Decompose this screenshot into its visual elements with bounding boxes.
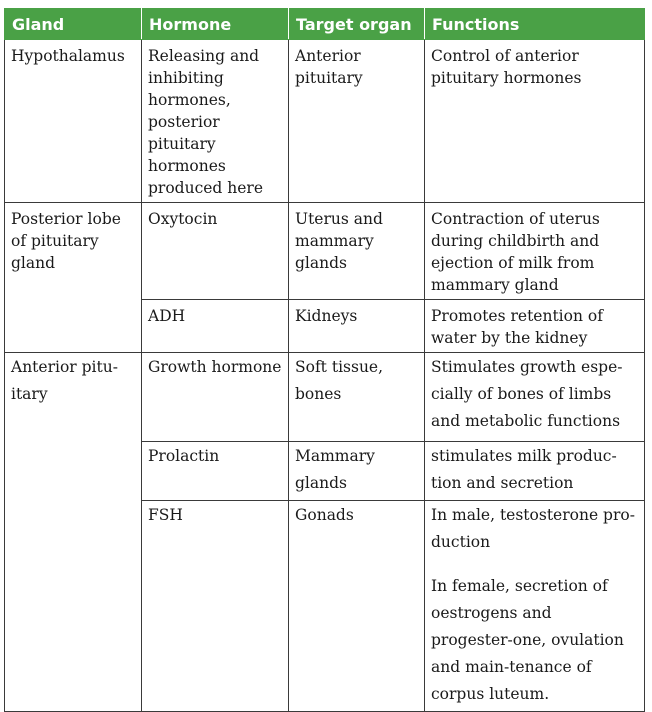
function-cell: Control of anterior pituitary hormones (425, 40, 645, 203)
hormone-table (4, 8, 645, 712)
header-target-organ: Target organ (289, 9, 425, 40)
hormone-cell: FSH (142, 501, 289, 712)
target-cell: Mammary glands (289, 442, 425, 501)
gland-cell: Hypothalamus (5, 40, 142, 203)
table-row (5, 203, 645, 300)
function-cell: Contraction of uterus during childbirth and ejection of milk from mammary gland (425, 203, 645, 300)
hormone-cell: ADH (142, 300, 289, 353)
target-cell: Soft tissue, bones (289, 353, 425, 442)
target-cell: Uterus and mammary glands (289, 203, 425, 300)
target-cell: Anterior pituitary (289, 40, 425, 203)
header-functions: Functions (425, 9, 645, 40)
target-cell: Gonads (289, 501, 425, 712)
function-female-text: In female, secretion of oestrogens and progester-one, ovulation and main-tenance of corpus luteum. (431, 577, 624, 703)
function-cell: Promotes retention of water by the kidney (425, 300, 645, 353)
function-male-text: In male, testosterone pro-duction (431, 506, 635, 551)
header-gland: Gland (5, 9, 142, 40)
hormone-cell: Growth hormone (142, 353, 289, 442)
header-row (5, 9, 645, 40)
function-cell (425, 501, 645, 712)
target-cell: Kidneys (289, 300, 425, 353)
header-hormone: Hormone (142, 9, 289, 40)
function-cell: stimulates milk produc-tion and secretion (425, 442, 645, 501)
function-cell: Stimulates growth espe-cially of bones of limbs and metabolic functions (425, 353, 645, 442)
table-row (5, 40, 645, 203)
gland-cell: Anterior pitu-itary (5, 353, 142, 712)
table-row (5, 353, 645, 442)
gland-cell: Posterior lobe of pituitary gland (5, 203, 142, 353)
hormone-cell: Prolactin (142, 442, 289, 501)
hormone-cell: Releasing and inhibiting hormones, posterior pituitary hormones produced here (142, 40, 289, 203)
hormone-cell: Oxytocin (142, 203, 289, 300)
